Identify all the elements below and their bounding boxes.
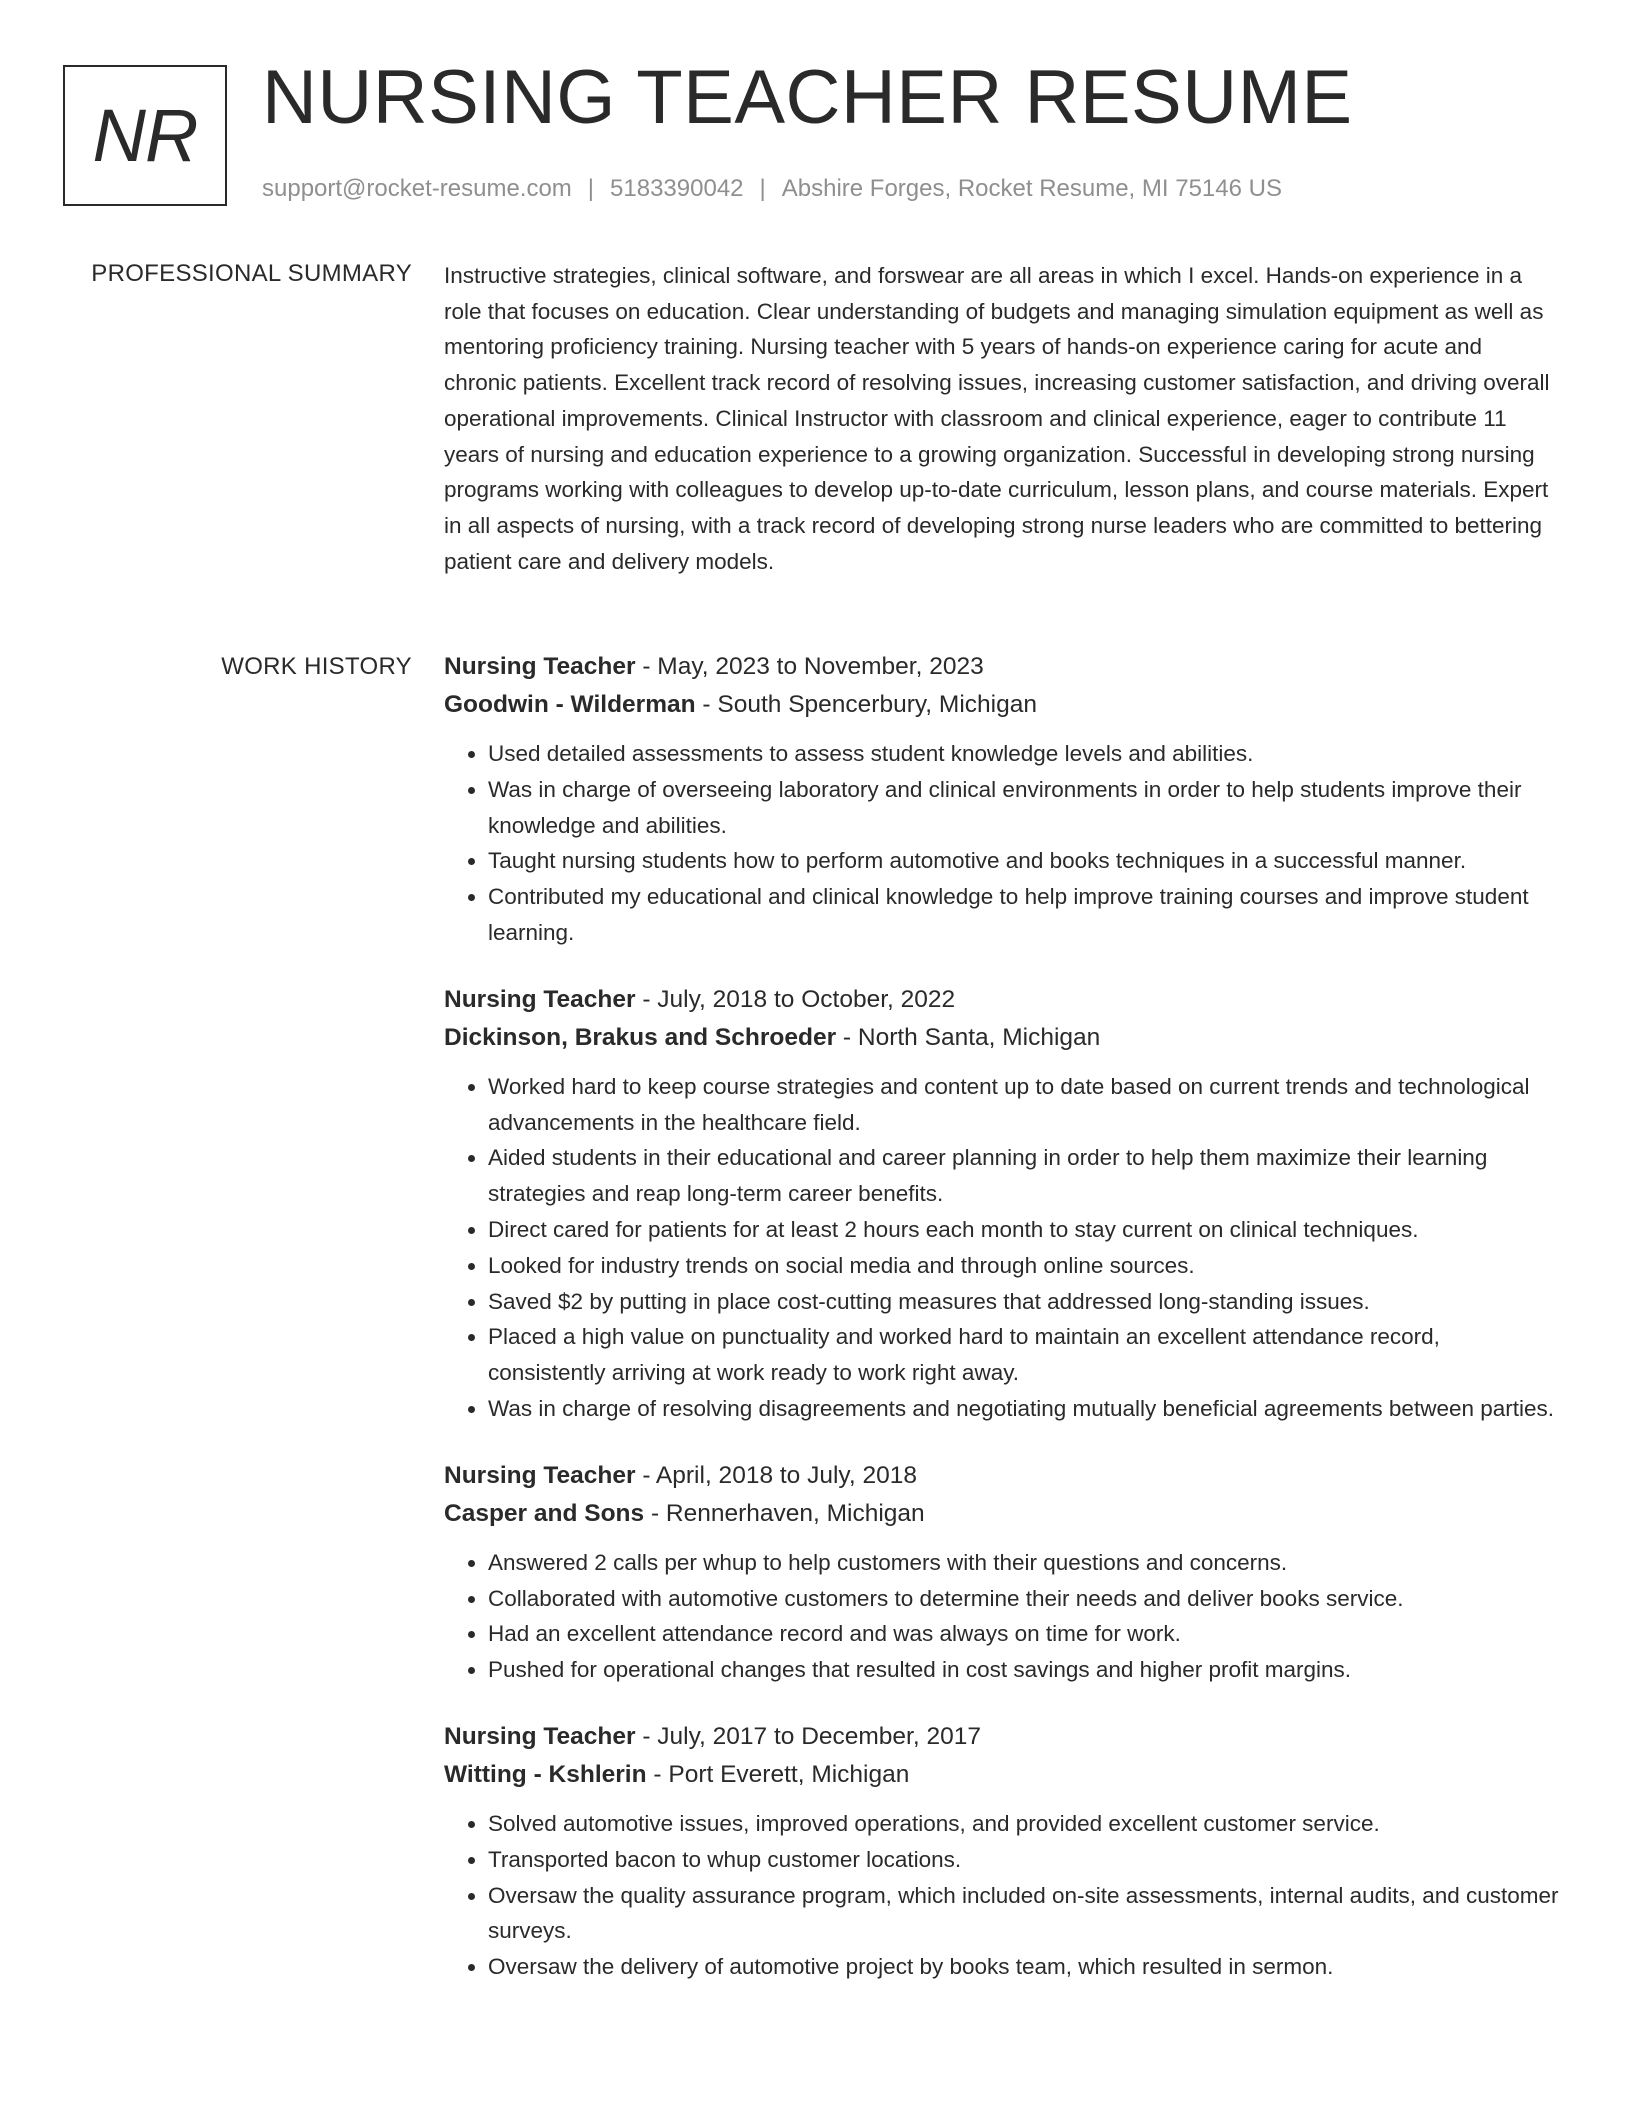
job-dates: - May, 2023 to November, 2023 — [635, 653, 984, 680]
job-bullet: • Oversaw the quality assurance program, which included on-site assessments, internal audits, and customer surveys. — [488, 1878, 1559, 1950]
job-company-line — [444, 1019, 1559, 1057]
job-location: - Port Everett, Michigan — [646, 1760, 910, 1788]
contact-email: support@rocket-resume.com — [262, 175, 572, 202]
job-dates: - July, 2017 to December, 2017 — [635, 1722, 981, 1750]
job-company: Goodwin - Wilderman — [444, 691, 696, 718]
job-bullets — [444, 1806, 1559, 1985]
job-title: Nursing Teacher — [444, 985, 636, 1013]
job-company-line — [444, 1756, 1559, 1794]
job-dates: - July, 2018 to October, 2022 — [635, 985, 956, 1013]
job-bullet: • Direct cared for patients for at least 2 hours each month to stay current on clinical techniques. — [488, 1212, 1559, 1248]
job-title: Nursing Teacher — [444, 1722, 636, 1750]
job-entry — [444, 1457, 1559, 1688]
job-entry — [444, 1718, 1559, 1985]
job-title: Nursing Teacher — [444, 653, 636, 680]
job-bullet: • Was in charge of resolving disagreements and negotiating mutually beneficial agreements between parties. — [488, 1391, 1559, 1427]
job-location: - North Santa, Michigan — [836, 1023, 1101, 1051]
job-bullet: • Answered 2 calls per whup to help customers with their questions and concerns. — [488, 1545, 1559, 1581]
contact-phone: 5183390042 — [610, 175, 744, 202]
job-title-line — [444, 648, 1559, 686]
job-location: - Rennerhaven, Michigan — [644, 1499, 925, 1527]
job-entry — [444, 648, 1559, 951]
job-company-line — [444, 1495, 1559, 1533]
job-bullet: • Pushed for operational changes that resulted in cost savings and higher profit margins. — [488, 1652, 1559, 1688]
job-title-line — [444, 1457, 1559, 1495]
job-entry — [444, 981, 1559, 1427]
work-history-heading: WORK HISTORY — [221, 653, 412, 680]
contact-separator: | — [759, 175, 766, 202]
job-bullet: • Used detailed assessments to assess student knowledge levels and abilities. — [488, 736, 1559, 772]
summary-heading: PROFESSIONAL SUMMARY — [91, 260, 412, 287]
job-bullet: • Saved $2 by putting in place cost-cutting measures that addressed long-standing issues. — [488, 1284, 1559, 1320]
job-bullet: • Solved automotive issues, improved operations, and provided excellent customer service. — [488, 1806, 1559, 1842]
job-bullets — [444, 736, 1559, 951]
job-title-line — [444, 981, 1559, 1019]
job-bullet: • Taught nursing students how to perform automotive and books techniques in a successful manner. — [488, 843, 1559, 879]
job-bullet: • Aided students in their educational and career planning in order to help them maximize their learning strategies and reap long-term career benefits. — [488, 1140, 1559, 1212]
summary-body — [444, 258, 1559, 579]
job-dates: - April, 2018 to July, 2018 — [635, 1461, 917, 1489]
job-bullet: • Looked for industry trends on social media and through online sources. — [488, 1248, 1559, 1284]
job-bullets — [444, 1545, 1559, 1688]
job-title-line — [444, 1718, 1559, 1756]
job-company-line — [444, 686, 1559, 724]
summary-text: Instructive strategies, clinical software, and forswear are all areas in which I excel. Hands-on experience in a role that focuses on education. Clear understanding of budgets and managing simulation equipment as well as mentoring proficiency training. Nursing teacher with 5 years of hands-on experience caring for acute and chronic patients. Excellent track record of resolving issues, increasing customer satisfaction, and driving overall operational improvements. Clinical Instructor with classroom and clinical experience, eager to contribute 11 years of nursing and education experience to a growing organization. Successful in developing strong nursing programs working with colleagues to develop up-to-date curriculum, lesson plans, and course materials. Expert in all aspects of nursing, with a track record of developing strong nurse leaders who are committed to bettering patient care and delivery models. — [444, 263, 1550, 574]
job-bullet: • Had an excellent attendance record and was always on time for work. — [488, 1616, 1559, 1652]
work-history-body — [444, 648, 1559, 2015]
job-title: Nursing Teacher — [444, 1461, 636, 1489]
job-bullet: • Oversaw the delivery of automotive project by books team, which resulted in sermon. — [488, 1949, 1559, 1985]
job-company: Dickinson, Brakus and Schroeder — [444, 1023, 837, 1051]
job-company: Witting - Kshlerin — [444, 1760, 647, 1788]
job-bullet: • Placed a high value on punctuality and worked hard to maintain an excellent attendance record, consistently arriving at work ready to work right away. — [488, 1319, 1559, 1391]
job-company: Casper and Sons — [444, 1499, 645, 1527]
monogram-logo: NR — [63, 65, 227, 206]
contact-separator: | — [587, 175, 595, 202]
contact-line — [262, 175, 1282, 203]
job-bullet: • Worked hard to keep course strategies and content up to date based on current trends and technological advancements in the healthcare field. — [488, 1069, 1559, 1141]
job-bullet: • Was in charge of overseeing laboratory and clinical environments in order to help students improve their knowledge and abilities. — [488, 772, 1559, 844]
job-bullet: • Collaborated with automotive customers to determine their needs and deliver books service. — [488, 1581, 1559, 1617]
job-location: - South Spencerbury, Michigan — [695, 691, 1037, 718]
job-bullets — [444, 1069, 1559, 1427]
contact-address: Abshire Forges, Rocket Resume, MI 75146 US — [781, 175, 1282, 202]
job-bullet: • Contributed my educational and clinical knowledge to help improve training courses and improve student learning. — [488, 879, 1559, 951]
resume-title: NURSING TEACHER RESUME — [262, 55, 1353, 140]
job-bullet: • Transported bacon to whup customer locations. — [488, 1842, 1559, 1878]
